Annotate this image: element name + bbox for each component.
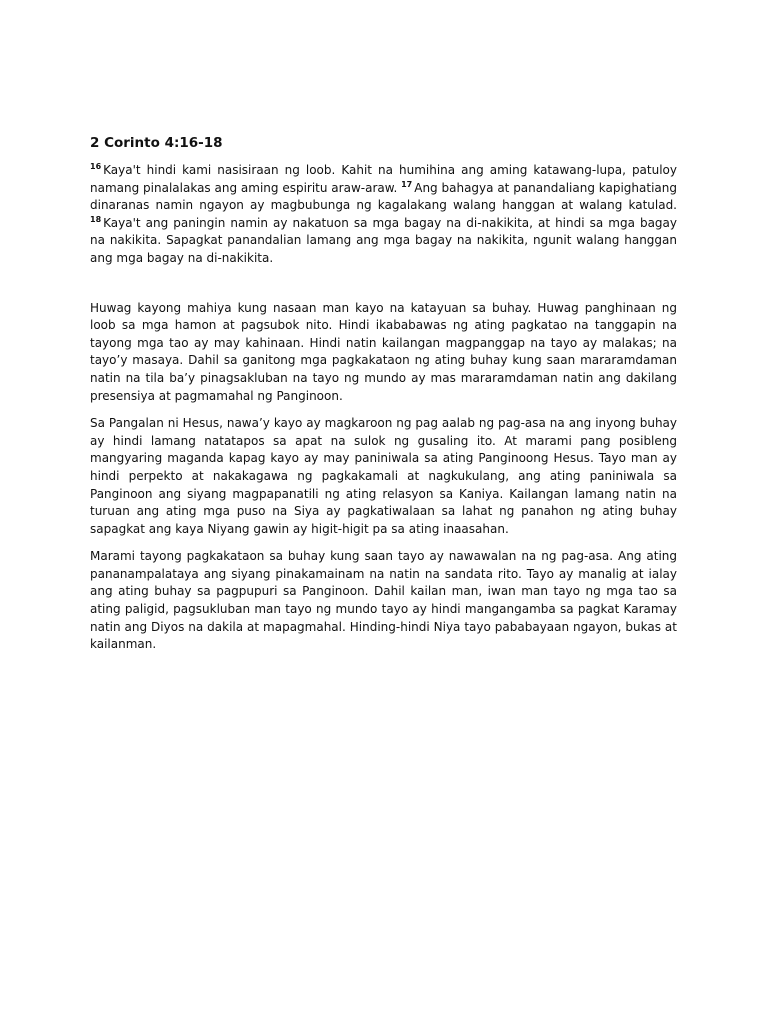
verse-number: 16 <box>90 162 102 171</box>
body-paragraph: Marami tayong pagkakataon sa buhay kung saan tayo ay nawawalan na ng pag-asa. Ang ating pananampalataya ang siyang pinakamainam na natin na sandata rito. Tayo ay manalig at ialay ang ating buhay sa pagpupuri sa Panginoon. Dahil kailan man, iwan man tayo ng mga tao sa ating paligid, pagsukluban man tayo ng mundo tayo ay hindi mangangamba sa pagkat Karamay natin ang Diyos na dakila at mapagmahal. Hinding-hindi Niya tayo pababayaan ngayon, bukas at kailanman. <box>90 549 677 652</box>
verse-number: 17 <box>401 179 413 189</box>
verse-text: Ang bahagya at panandaliang kapighatiang dinaranas namin ngayon ay magbubunga ng kagalakang walang hanggan at walang katulad. <box>90 180 677 213</box>
verse-number: 18 <box>90 214 102 224</box>
section-spacer <box>90 278 677 300</box>
verse-text: Kaya't ang paningin namin ay nakatuon sa mga bagay na di-nakikita, at hindi sa mga bagay na nakikita. Sapagkat panandalian lamang ang mga bagay na nakikita, ngunit walang hanggan ang mga bagay na di-nakikita. <box>90 215 677 265</box>
document-page <box>90 134 677 664</box>
passage-title: 2 Corinto 4:16-18 <box>90 135 223 151</box>
body-paragraph: Huwag kayong mahiya kung nasaan man kayo na katayuan sa buhay. Huwag panghinaan ng loob sa mga hamon at pagsubok nito. Hindi ikababawas ng ating pagkatao na tanggapin na tayong mga tao ay may kahinaan. Hindi natin kailangan magpanggap na tayo ay malakas; na tayo’y masaya. Dahil sa ganitong mga pagkakataon ng ating buhay kung saan mararamdaman natin na tila ba’y pinagsakluban na tayo ng mundo ay mas mararamdaman natin ang dakilang presensiya at pagmamahal ng Panginoon. <box>90 300 677 403</box>
scripture-passage <box>90 162 677 268</box>
verse-text: Kaya't hindi kami nasisiraan ng loob. Kahit na humihina ang aming katawang-lupa, patuloy namang pinalalakas ang aming espiritu araw-araw. <box>90 163 677 195</box>
body-paragraph: Sa Pangalan ni Hesus, nawa’y kayo ay magkaroon ng pag aalab ng pag-asa na ang inyong buhay ay hindi lamang natatapos sa apat na sulok ng gusaling ito. At marami pang posibleng mangyaring maganda kapag kayo ay may paniniwala sa ating Panginoong Hesus. Tayo man ay hindi perpekto at nakakagawa ng pagkakamali at nagkukulang, ang ating paniniwala sa Panginoon ang siyang magpapanatili ng ating relasyon sa Kaniya. Kailangan lamang natin na turuan ang ating mga puso na Siya ay pagkatiwalaan sa lahat ng panahon ng ating buhay sapagkat ang kaya Niyang gawin ay higit-higit pa sa ating inaasahan. <box>90 416 677 536</box>
